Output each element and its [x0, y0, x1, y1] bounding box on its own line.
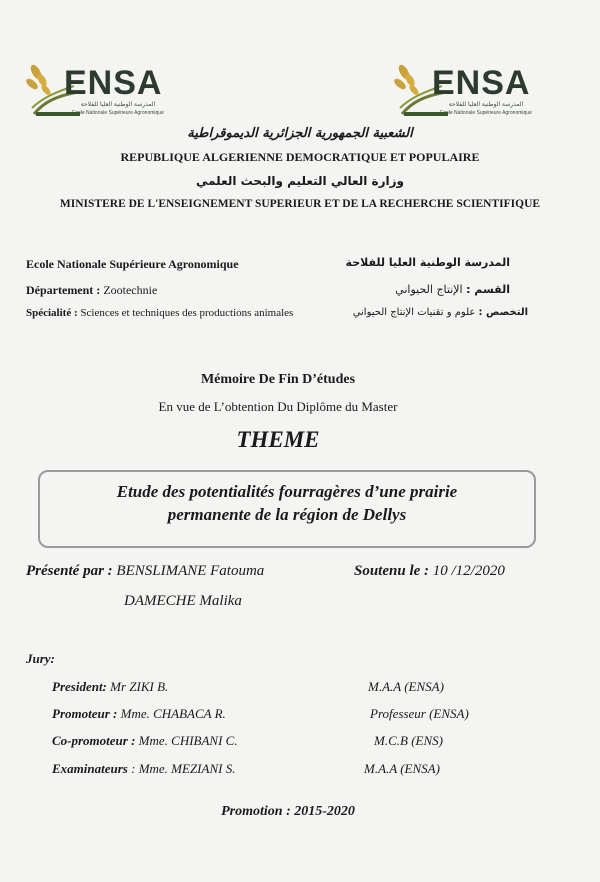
department-value: Zootechnie [103, 283, 158, 297]
jury-row [52, 706, 226, 722]
department-arabic-value: الإنتاج الحيواني [395, 283, 463, 296]
jury-role: Examinateurs [52, 761, 128, 776]
logo-arabic-subtitle: المدرسة الوطنية العليا للفلاحة [448, 101, 524, 108]
jury-grade: Professeur (ENSA) [370, 706, 469, 721]
defended-line [354, 563, 505, 580]
specialty-arabic-line [353, 307, 528, 318]
specialty-arabic-value: علوم و تقنيات الإنتاج الحيواني [352, 307, 476, 318]
jury-grade: M.A.A (ENSA) [364, 761, 440, 776]
department-line [26, 283, 157, 298]
author-2: DAMECHE Malika [124, 593, 242, 609]
department-label: Département : [26, 283, 101, 297]
jury-row [52, 761, 235, 777]
ensa-logo-left [26, 62, 176, 122]
jury-name: Mme. CHIBANI C. [138, 733, 238, 748]
promotion: Promotion : 2015-2020 [221, 804, 355, 819]
jury-name: : Mme. MEZIANI S. [131, 761, 236, 776]
jury-name: Mme. CHABACA R. [120, 706, 226, 721]
republic-french: REPUBLIQUE ALGERIENNE DEMOCRATIQUE ET POPULAIRE [120, 150, 480, 164]
logo-wordmark: ENSA [64, 64, 163, 102]
jury-grade: M.A.A (ENSA) [368, 679, 444, 694]
ensa-logo-right [394, 62, 544, 122]
jury-grade: M.C.B (ENS) [374, 733, 443, 748]
specialty-arabic-label: التخصص : [478, 307, 528, 318]
specialty-value: Sciences et techniques des productions animales [80, 307, 294, 319]
jury-label: Jury: [26, 651, 55, 666]
author-1: BENSLIMANE Fatouma [116, 563, 265, 579]
theme-title [38, 480, 536, 526]
ministry-french: MINISTERE DE L'ENSEIGNEMENT SUPERIEUR ET DE LA RECHERCHE SCIENTIFIQUE [59, 198, 541, 210]
jury-name: Mr ZIKI B. [110, 679, 169, 694]
specialty-label: Spécialité : [26, 307, 78, 319]
memoire-subtitle: En vue de L’obtention Du Diplôme du Master [158, 399, 398, 414]
theme-label: THEME [236, 427, 320, 452]
logo-arabic-subtitle: المدرسة الوطنية العليا للفلاحة [80, 101, 156, 108]
school-name-french: Ecole Nationale Supérieure Agronomique [26, 257, 239, 271]
logo-french-subtitle: Ecole Nationale Supérieure Agronomique [440, 110, 532, 116]
logo-french-subtitle: Ecole Nationale Supérieure Agronomique [72, 110, 164, 116]
specialty-line [26, 307, 293, 319]
department-arabic-line [395, 283, 510, 296]
department-arabic-label: القسم : [466, 283, 510, 296]
school-name-arabic: المدرسة الوطنية العليا للفلاحة [345, 256, 510, 269]
jury-role: Co-promoteur : [52, 733, 136, 748]
defended-label: Soutenu le : [354, 563, 430, 579]
theme-title-line-2: permanente de la région de Dellys [167, 505, 407, 524]
jury-row [52, 679, 168, 695]
theme-title-line-1: Etude des potentialités fourragères d’une prairie [116, 482, 458, 501]
presented-by-label: Présenté par : [26, 563, 113, 579]
ministry-arabic: وزارة العالي التعليم والبحث العلمي [195, 174, 405, 188]
republic-arabic: الشعبية الجمهورية الجزائرية الديموقراطية [187, 126, 413, 141]
memoire-title: Mémoire De Fin D’études [200, 372, 356, 387]
jury-role: President: [52, 679, 107, 694]
jury-role: Promoteur : [52, 706, 118, 721]
presented-by-line [26, 563, 264, 580]
jury-row [52, 733, 238, 749]
defended-date: 10 /12/2020 [432, 563, 505, 579]
logo-wordmark: ENSA [432, 64, 531, 102]
